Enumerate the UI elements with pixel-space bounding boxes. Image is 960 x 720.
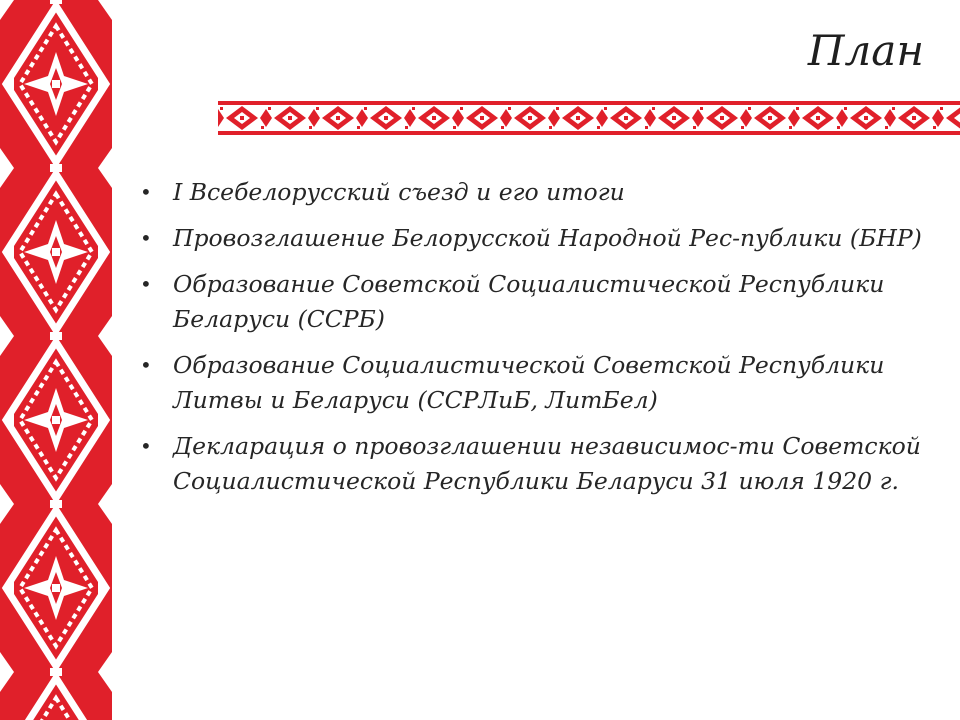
list-item-text: Декларация о провозглашении независимос-ти Советской Социалистической Республики Беларуси 31 июля 1920 г. [173, 432, 921, 495]
page-title: План [807, 26, 924, 75]
bullet-icon: • [140, 353, 152, 377]
list-item-text: Образование Социалистической Советской Республики Литвы и Беларуси (ССРЛиБ, ЛитБел) [173, 351, 885, 414]
bullet-icon: • [140, 226, 152, 250]
bullet-icon: • [140, 272, 152, 296]
list-item [138, 221, 938, 256]
plan-bullet-list [138, 175, 938, 510]
list-item-text: Провозглашение Белорусской Народной Рес-публики (БНР) [173, 224, 922, 252]
list-item [138, 348, 938, 418]
left-ornament-strip [0, 0, 112, 720]
bullet-icon: • [140, 180, 152, 204]
list-item [138, 175, 938, 210]
title-ornament-band [218, 101, 960, 135]
list-item [138, 267, 938, 337]
bullet-icon: • [140, 434, 152, 458]
list-item-text: I Всебелорусский съезд и его итоги [173, 178, 625, 206]
list-item-text: Образование Советской Социалистической Республики Беларуси (ССРБ) [173, 270, 885, 333]
list-item [138, 429, 938, 499]
